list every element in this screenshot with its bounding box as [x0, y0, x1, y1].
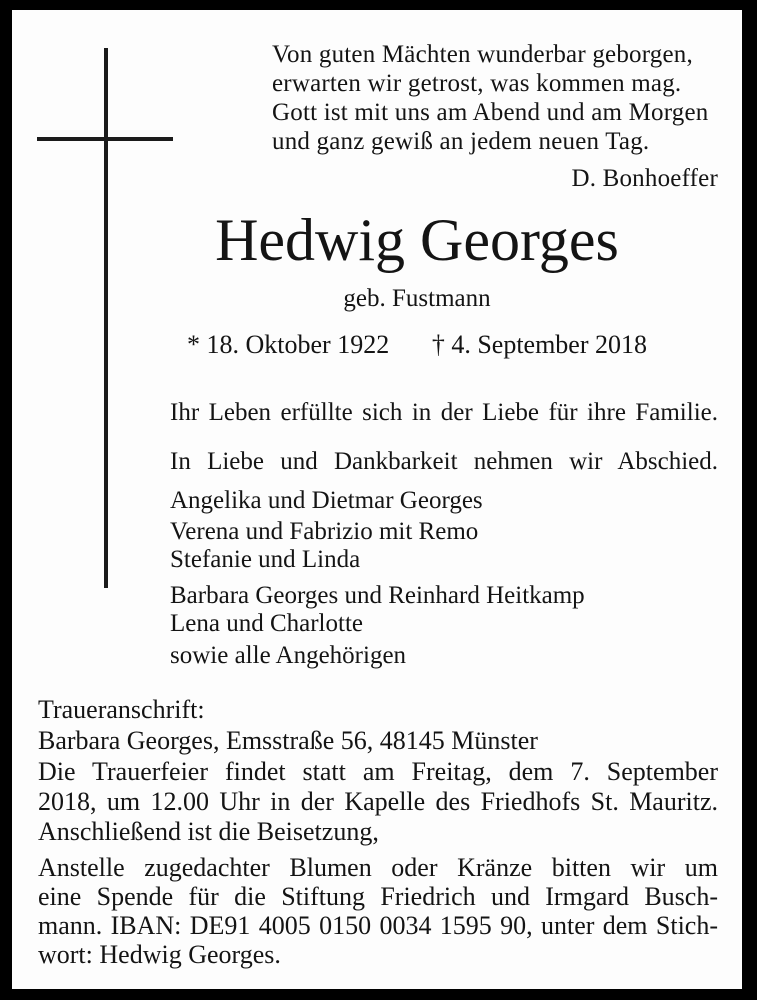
opening-quote: [272, 40, 718, 193]
funeral-line: Die Trauerfeier findet statt am Freitag, dem 7. September: [38, 757, 718, 786]
donation-line: Anstelle zugedachter Blumen oder Kränze bitten wir um: [38, 853, 718, 882]
deceased-header: [157, 208, 677, 360]
mourner-line: Stefanie und Linda: [170, 546, 361, 573]
funeral-service-paragraph: [38, 757, 718, 847]
maiden-name: geb. Fustmann: [343, 285, 491, 312]
donation-line: mann. IBAN: DE91 4005 0150 0034 1595 90, unter dem Stich-: [38, 911, 718, 940]
quote-line: erwarten wir getrost, was kommen mag.: [272, 70, 682, 97]
life-dates: [157, 330, 677, 360]
quote-line: Gott ist mit uns am Abend und am Morgen: [272, 99, 709, 126]
funeral-line: 2018, um 12.00 Uhr in der Kapelle des Friedhofs St. Mauritz.: [38, 787, 718, 816]
funeral-line: Anschließend ist die Beisetzung,: [38, 817, 379, 846]
deceased-name: Hedwig Georges: [215, 207, 619, 273]
quote-line: und ganz gewiß an jedem neuen Tag.: [272, 128, 650, 155]
notice-paper: [12, 10, 742, 989]
cross-horizontal-bar: [37, 137, 173, 141]
farewell-line: In Liebe und Dankbarkeit nehmen wir Abschied.: [170, 448, 718, 475]
funeral-details: [38, 694, 718, 969]
mourning-address-label: Traueranschrift:: [38, 695, 205, 724]
donation-line: eine Spende für die Stiftung Friedrich und Irmgard Busch-: [38, 882, 718, 911]
mourner-line: Verena und Fabrizio mit Remo: [170, 518, 479, 545]
cross-vertical-bar: [104, 48, 108, 588]
mourning-address-value: Barbara Georges, Emsstraße 56, 48145 Münster: [38, 726, 538, 755]
quote-line: Von guten Mächten wunderbar geborgen,: [272, 41, 693, 68]
donation-paragraph: [38, 853, 718, 969]
mourner-line: sowie alle Angehörigen: [170, 642, 407, 669]
mourner-line: Angelika und Dietmar Georges: [170, 487, 483, 514]
mourner-line: Barbara Georges und Reinhard Heitkamp: [170, 582, 585, 609]
donation-line: wort: Hedwig Georges.: [38, 940, 281, 969]
mourner-line: Lena und Charlotte: [170, 610, 363, 637]
quote-attribution: D. Bonhoeffer: [571, 165, 718, 192]
mourners-list: [170, 487, 718, 670]
death-date: † 4. September 2018: [431, 330, 647, 359]
birth-date: * 18. Oktober 1922: [187, 330, 390, 359]
tribute-line: Ihr Leben erfüllte sich in der Liebe für ihre Familie.: [170, 399, 718, 426]
